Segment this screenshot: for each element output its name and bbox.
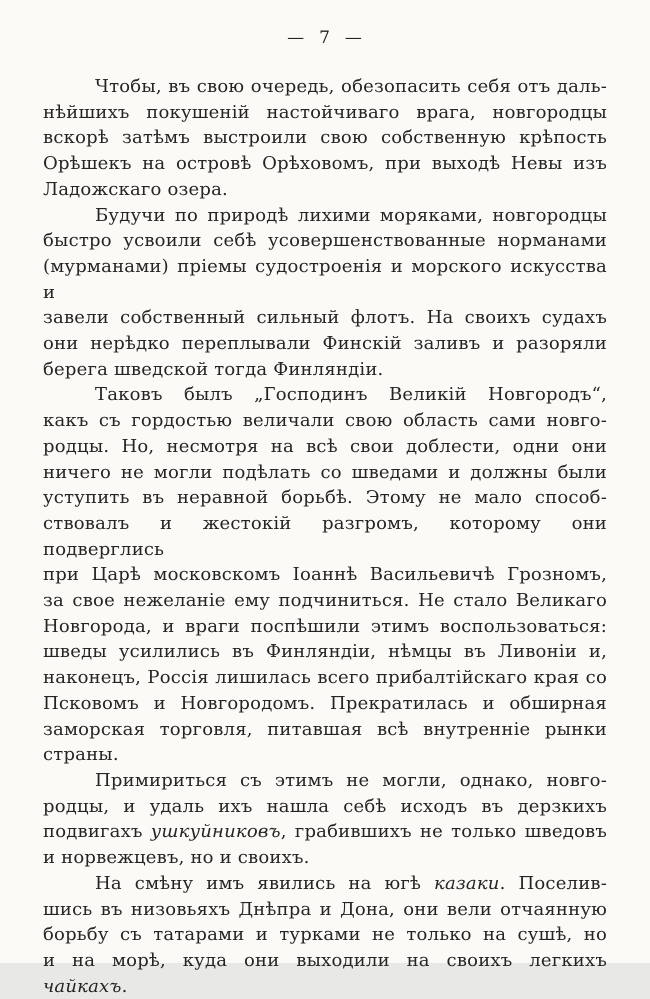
text-line [43,382,607,408]
text-segment: при Царѣ московскомъ Іоаннѣ Васильевичѣ Грозномъ, [43,564,607,586]
text-line [43,408,607,434]
text-line [43,460,607,486]
text-segment: вскорѣ затѣмъ выстроили свою собственную крѣпость [43,127,607,149]
text-segment: родцы. Но, несмотря на всѣ свои доблести, одни они [43,435,607,457]
text-line [43,742,607,768]
italic-term: ушкуйниковъ [150,821,281,843]
paragraph [43,382,607,768]
text-line [43,897,607,923]
text-line [43,614,607,640]
text-line [43,100,607,126]
text-line [43,819,607,845]
text-line [43,434,607,460]
text-line [43,639,607,665]
italic-term: казаки [434,872,500,894]
paragraph [43,871,607,999]
text-line [43,794,607,820]
text-line [43,305,607,331]
paragraph [43,203,607,383]
text-segment: Орѣшекъ на островѣ Орѣховомъ, при выходѣ Невы изъ [43,153,607,175]
italic-term: чайкахъ [43,975,122,997]
text-line [43,357,607,383]
text-segment: какъ съ гордостью величали свою область сами новго- [43,410,607,432]
text-line [43,331,607,357]
header-dash-left: — [287,28,306,48]
text-segment: , грабившихъ не только шведовъ [280,821,608,843]
text-segment: Таковъ былъ „Господинъ Великій Новгородъ“, [95,384,607,406]
text-segment: шведы усилились въ Финляндіи, нѣмцы въ Ливоніи и, [43,641,607,663]
text-segment: и на морѣ, куда они выходили на своихъ легкихъ [43,949,607,971]
text-segment: быстро усвоили себѣ усовершенствованные норманами [43,230,607,252]
page-number-header [0,28,650,48]
text-line [43,228,607,254]
text-segment: они нерѣдко переплывали Финскій заливъ и разоряли [43,333,607,355]
text-line [43,871,607,897]
text-line [43,485,607,511]
text-line [43,922,607,948]
text-segment: шись въ низовьяхъ Днѣпра и Дона, они вели отчаянную [43,898,607,920]
text-segment: за свое нежеланіе ему подчиниться. Не стало Великаго [43,590,607,612]
text-line [43,665,607,691]
text-line [43,177,607,203]
text-line [43,203,607,229]
text-segment: завели собственный сильный флотъ. На своихъ судахъ [43,307,607,329]
text-segment: борьбу съ татарами и турками не только на сушѣ, но [43,924,607,946]
text-line [43,845,607,871]
text-segment: Будучи по природѣ лихими моряками, новгородцы [95,204,607,226]
text-line [43,254,607,305]
text-segment: нѣйшихъ покушеній настойчиваго врага, новгородцы [43,101,607,123]
text-segment: берега шведской тогда Финляндіи. [43,358,384,380]
text-segment: Примириться съ этимъ не могли, однако, новго- [95,769,607,791]
text-block [43,74,607,999]
text-segment: . [121,975,128,997]
text-segment: (мурманами) пріемы судостроенія и морского искусства и [43,255,607,303]
text-segment: . Поселив- [499,872,608,894]
paragraph [43,768,607,871]
text-line [43,768,607,794]
text-segment: ствовалъ и жестокій разгромъ, которому они подверглись [43,512,607,560]
text-segment: подвигахъ [43,821,151,843]
text-line [43,588,607,614]
text-segment: Чтобы, въ свою очередь, обезопасить себя отъ даль- [95,76,607,97]
text-segment: На смѣну имъ явились на югѣ [95,872,435,894]
text-segment: и норвежцевъ, но и своихъ. [43,847,310,869]
text-line [43,151,607,177]
text-segment: Новгорода, и враги поспѣшили этимъ воспользоваться: [43,615,607,637]
text-segment: родцы, и удаль ихъ нашла себѣ исходъ въ дерзкихъ [43,795,607,817]
text-segment: Ладожскаго озера. [43,178,228,200]
text-line [43,717,607,743]
text-line [43,125,607,151]
text-segment: заморская торговля, питавшая всѣ внутренніе рынки [43,718,607,740]
text-line [43,74,607,100]
text-segment: уступить въ неравной борьбѣ. Этому не мало способ- [43,487,607,509]
text-segment: наконецъ, Россія лишилась всего прибалтійскаго края со [43,667,607,689]
header-dash-right: — [344,28,363,48]
text-line [43,691,607,717]
paragraph [43,74,607,203]
text-line [43,562,607,588]
text-line [43,511,607,562]
text-segment: Псковомъ и Новгородомъ. Прекратилась и обширная [43,692,607,714]
text-segment: ничего не могли подѣлать со шведами и должны были [43,461,607,483]
page-number: 7 [319,28,331,48]
text-line [43,948,607,999]
text-segment: страны. [43,744,119,766]
